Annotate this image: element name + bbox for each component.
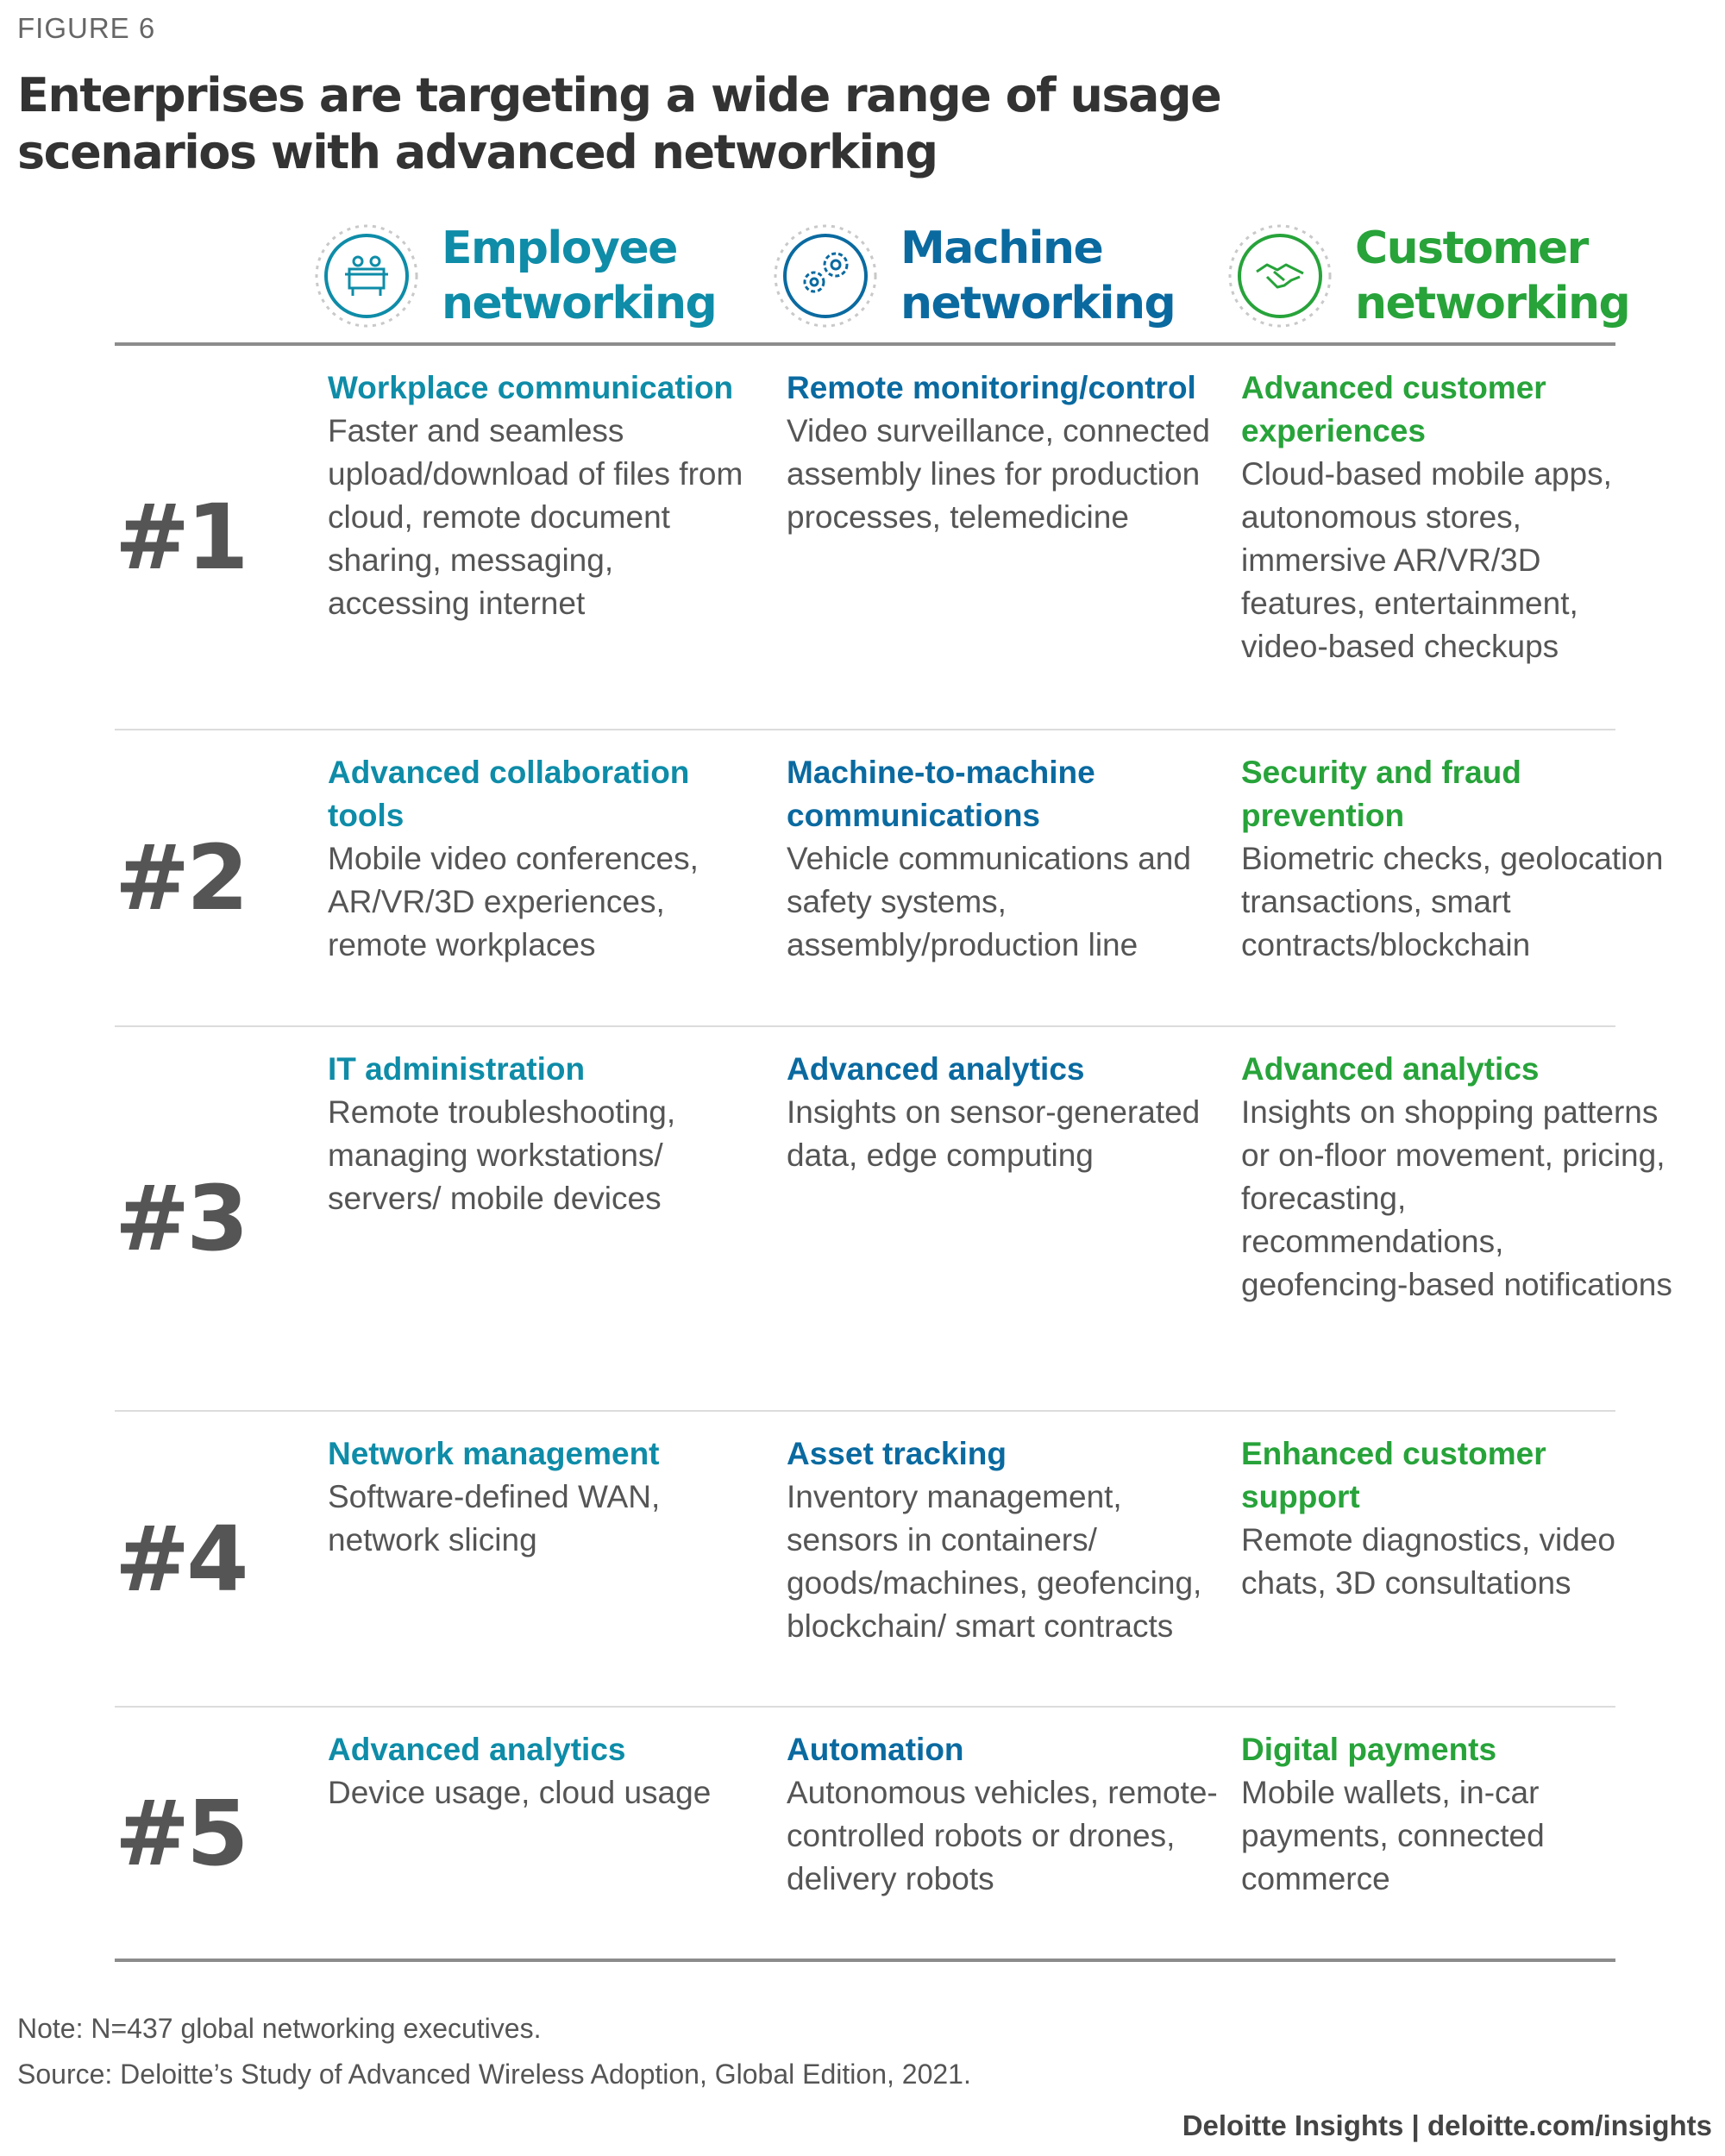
scenario-cell: [787, 367, 1218, 539]
scenario-cell: [787, 751, 1218, 967]
scenario-heading: Advanced collaboration tools: [328, 755, 690, 833]
scenario-cell: [1241, 367, 1672, 668]
scenario-description: Video surveillance, connected assembly lines for production processes, telemedicine: [787, 413, 1210, 535]
scenario-cell: [328, 751, 759, 967]
scenario-description: Insights on sensor-generated data, edge computing: [787, 1094, 1201, 1173]
scenario-cell: [328, 1048, 759, 1220]
table-row-3: [115, 1027, 1672, 1412]
rank-label: #3: [115, 1166, 246, 1271]
scenario-description: Biometric checks, geolocation transactions, smart contracts/blockchain: [1241, 841, 1664, 962]
scenario-heading: Enhanced customer support: [1241, 1436, 1546, 1514]
scenario-description: Mobile video conferences, AR/VR/3D experiences, remote workplaces: [328, 841, 699, 962]
figure-label: FIGURE 6: [17, 12, 156, 44]
scenario-cell: [328, 1432, 759, 1562]
scenario-cell: [1241, 751, 1672, 967]
rank-label: #1: [115, 485, 246, 590]
scenario-description: Faster and seamless upload/download of files from cloud, remote document sharing, messaging, accessing internet: [328, 413, 743, 621]
scenario-heading: IT administration: [328, 1051, 586, 1087]
scenario-heading: Advanced analytics: [1241, 1051, 1540, 1087]
scenario-description: Autonomous vehicles, remote-controlled robots or drones, delivery robots: [787, 1775, 1218, 1896]
scenario-heading: Advanced analytics: [787, 1051, 1085, 1087]
column-heading: Employee networking: [442, 222, 717, 329]
table-bottom-rule: [115, 1959, 1615, 1962]
scenario-heading: Security and fraud prevention: [1241, 755, 1521, 833]
scenario-cell: [1241, 1048, 1672, 1307]
column-heading: Customer networking: [1355, 222, 1630, 329]
rank-label: #2: [115, 825, 246, 931]
table-row-2: [115, 730, 1664, 1027]
people-at-desk-icon: [310, 220, 423, 332]
scenario-heading: Workplace communication: [328, 370, 734, 405]
scenario-cell: [787, 1728, 1218, 1901]
scenario-heading: Machine-to-machine communications: [787, 755, 1095, 833]
usage-scenarios-table: [115, 342, 1672, 1962]
scenario-cell: [1241, 1728, 1672, 1901]
column-header-customer: [1224, 216, 1648, 336]
scenario-description: Vehicle communications and safety systems, assembly/production line: [787, 841, 1191, 962]
scenario-description: Remote troubleshooting, managing workstations/ servers/ mobile devices: [328, 1094, 676, 1216]
scenario-cell: [787, 1048, 1218, 1177]
rank-label: #5: [115, 1780, 246, 1886]
scenario-heading: Asset tracking: [787, 1436, 1007, 1471]
scenario-heading: Automation: [787, 1732, 964, 1767]
figure-title: Enterprises are targeting a wide range of usage scenarios with advanced networking: [17, 68, 1221, 179]
scenario-cell: [787, 1432, 1218, 1648]
handshake-icon: [1224, 220, 1336, 332]
footer-credit: Deloitte Insights | deloitte.com/insights: [1182, 2109, 1712, 2141]
scenario-cell: [328, 1728, 759, 1814]
column-header-machine: [769, 216, 1194, 336]
scenario-description: Insights on shopping patterns or on-floor movement, pricing, forecasting, recommendations, geofencing-based notifications: [1241, 1094, 1672, 1302]
gears-icon: [769, 220, 881, 332]
scenario-description: Mobile wallets, in-car payments, connected commerce: [1241, 1775, 1545, 1896]
scenario-cell: [1241, 1432, 1672, 1605]
scenario-cell: [328, 367, 759, 625]
column-heading: Machine networking: [900, 222, 1176, 329]
scenario-heading: Network management: [328, 1436, 660, 1471]
scenario-heading: Remote monitoring/control: [787, 370, 1196, 405]
scenario-heading: Digital payments: [1241, 1732, 1497, 1767]
table-row-5: [115, 1708, 1615, 1959]
scenario-description: Remote diagnostics, video chats, 3D consultations: [1241, 1522, 1615, 1601]
table-row-4: [115, 1412, 1615, 1708]
scenario-description: Device usage, cloud usage: [328, 1775, 712, 1810]
note-text: Note: N=437 global networking executives.: [17, 2013, 542, 2044]
source-text: Source: Deloitte’s Study of Advanced Wireless Adoption, Global Edition, 2021.: [17, 2059, 971, 2090]
scenario-description: Software-defined WAN, network slicing: [328, 1479, 661, 1557]
table-row-1: [115, 346, 1615, 730]
scenario-heading: Advanced customer experiences: [1241, 370, 1546, 448]
rank-label: #4: [115, 1506, 246, 1612]
scenario-description: Inventory management, sensors in containers/ goods/machines, geofencing, blockchain/ smart contracts: [787, 1479, 1202, 1644]
scenario-description: Cloud-based mobile apps, autonomous stores, immersive AR/VR/3D features, entertainment, video-based checkups: [1241, 456, 1612, 664]
column-header-employee: [310, 216, 735, 336]
scenario-heading: Advanced analytics: [328, 1732, 626, 1767]
